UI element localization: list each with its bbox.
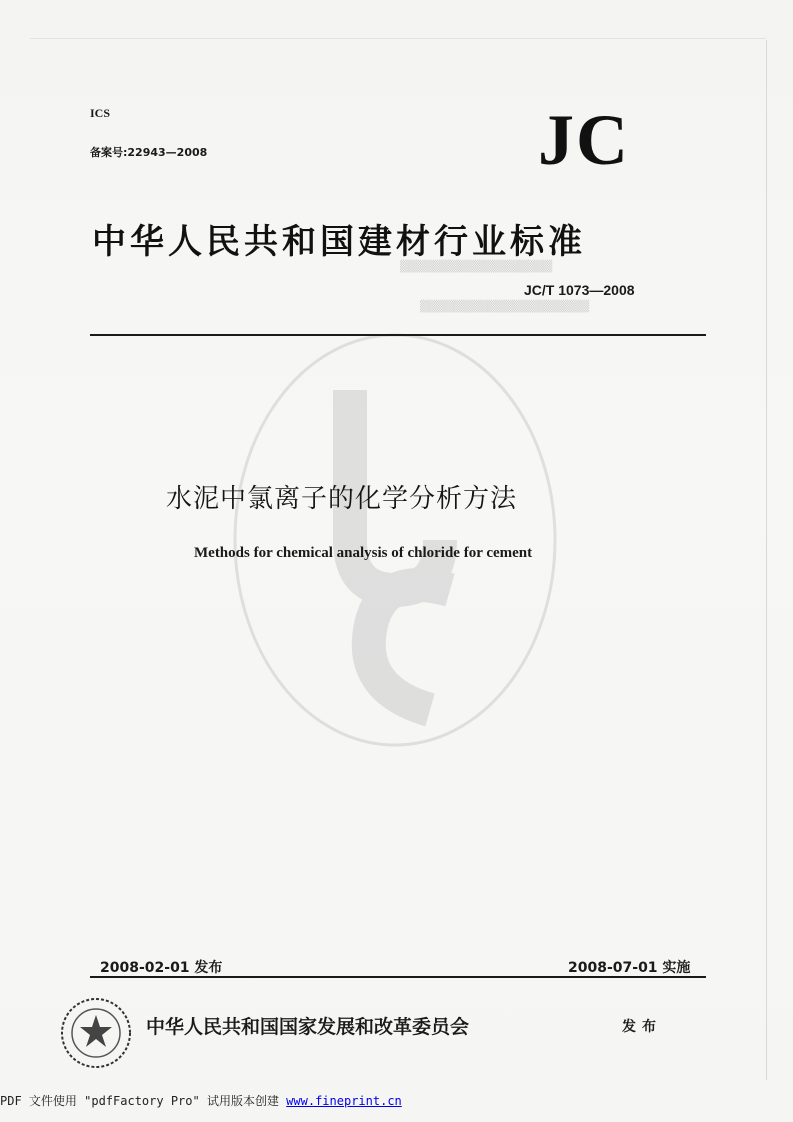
standard-number: JC/T 1073—2008 (524, 282, 635, 298)
document-title-chinese: 水泥中氯离子的化学分析方法 (166, 484, 518, 514)
bleed-through-text: ▒▒▒▒▒▒▒▒▒▒▒▒▒▒▒▒▒▒▒▒ (420, 300, 590, 313)
bleed-through-text: ▒▒▒▒▒▒▒▒▒▒▒▒▒▒▒▒▒▒ (400, 260, 553, 273)
scan-edge-right (766, 40, 767, 1080)
top-rule (90, 334, 706, 336)
scan-edge-top (30, 38, 766, 39)
pdf-footer (0, 1092, 402, 1109)
issuer-suffix: 发布 (622, 1019, 662, 1035)
implementation-date: 2008-07-01 实施 (568, 960, 691, 976)
jc-logo: JC (538, 100, 630, 180)
footer-text: PDF 文件使用 "pdfFactory Pro" 试用版本创建 (0, 1094, 287, 1108)
bottom-rule (90, 976, 706, 978)
filing-number: 备案号:22943—2008 (90, 146, 208, 159)
issue-date: 2008-02-01 发布 (100, 960, 223, 976)
document-title-english: Methods for chemical analysis of chloride for cement (194, 545, 533, 561)
footer-link[interactable]: www.fineprint.cn (286, 1094, 402, 1108)
issuing-authority: 中华人民共和国国家发展和改革委员会 (146, 1016, 470, 1038)
issuer-seal-icon (58, 995, 134, 1071)
ics-code: ICS (90, 106, 111, 120)
watermark-emblem (230, 330, 560, 750)
standard-category-title: 中华人民共和国建材行业标准 (92, 222, 586, 262)
